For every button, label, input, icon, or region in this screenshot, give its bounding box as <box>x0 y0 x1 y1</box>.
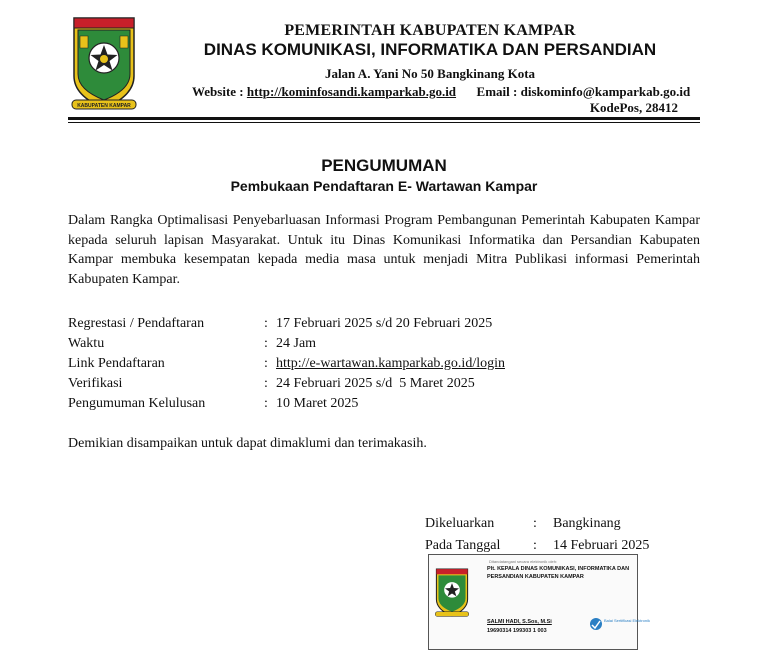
issued-date-label: Pada Tanggal <box>425 538 501 553</box>
schedule-separator: : <box>264 356 268 371</box>
schedule-label: Regrestasi / Pendaftaran <box>68 316 205 331</box>
signatory-name: SALMI HADI, S.Sos, M.Si <box>487 619 552 625</box>
schedule-table <box>68 314 505 414</box>
kampar-regency-logo-small <box>433 567 471 619</box>
schedule-row-time <box>68 334 505 354</box>
schedule-row-result <box>68 394 505 414</box>
schedule-label: Pengumuman Kelulusan <box>68 396 206 411</box>
issued-place: Bangkinang <box>553 516 621 531</box>
signatory-role: Plt. KEPALA DINAS KOMUNIKASI, INFORMATIKA DAN PERSANDIAN KABUPATEN KAMPAR <box>487 566 630 580</box>
schedule-separator: : <box>264 336 268 351</box>
schedule-separator: : <box>264 376 268 391</box>
announcement-title: PENGUMUMAN <box>321 156 447 175</box>
schedule-label: Verifikasi <box>68 376 123 391</box>
logo-label: KABUPATEN KAMPAR <box>77 103 131 109</box>
issued-place-label: Dikeluarkan <box>425 516 495 531</box>
issued-place-separator: : <box>533 516 537 531</box>
issuance-block <box>425 513 649 557</box>
letterhead-divider-thick <box>68 117 700 120</box>
schedule-separator: : <box>264 396 268 411</box>
closing-statement: Demikian disampaikan untuk dapat dimaklumi dan terimakasih. <box>68 436 427 451</box>
schedule-value: 24 Februari 2025 s/d 5 Maret 2025 <box>276 376 475 391</box>
schedule-value: 24 Jam <box>276 336 317 351</box>
bsre-badge-icon <box>589 613 651 635</box>
letterhead-divider-thin <box>68 122 700 123</box>
schedule-label: Waktu <box>68 336 105 351</box>
signature-note: Ditandatangani secara elektronik oleh: <box>489 559 558 564</box>
schedule-row-verification <box>68 374 505 394</box>
electronic-signature-box <box>428 554 651 650</box>
signatory-nip: 19690314 199303 1 003 <box>487 628 547 634</box>
schedule-label: Link Pendaftaran <box>68 356 165 371</box>
badge-label: Balai Sertifikasi Elektronik <box>604 618 651 623</box>
agency-name: DINAS KOMUNIKASI, INFORMATIKA DAN PERSANDIAN <box>203 40 657 59</box>
announcement-body: Dalam Rangka Optimalisasi Penyebarluasan Informasi Program Pembangunan Pemerintah Kabupaten Kampar kepada seluruh lapisan Masyarakat. Untuk itu Dinas Komunikasi Informatika dan Persandian Kabupaten Kampar membuka kesempatan kepada media masa untuk menjadi Mitra Publikasi informasi Pemerintah Kabupaten Kampar. <box>68 213 700 287</box>
schedule-row-link <box>68 354 505 374</box>
issued-date-separator: : <box>533 538 537 553</box>
schedule-value: 17 Februari 2025 s/d 20 Februari 2025 <box>276 316 493 331</box>
website-label: Website : <box>192 84 244 99</box>
contact-line <box>192 84 690 100</box>
schedule-separator: : <box>264 316 268 331</box>
postal-code: KodePos, 28412 <box>589 100 678 115</box>
agency-address: Jalan A. Yani No 50 Bangkinang Kota <box>324 66 536 81</box>
announcement-subtitle: Pembukaan Pendaftaran E- Wartawan Kampar <box>230 178 538 194</box>
website-link[interactable]: http://kominfosandi.kamparkab.go.id <box>246 84 457 99</box>
issued-date: 14 Februari 2025 <box>553 538 650 553</box>
kampar-regency-logo <box>68 14 140 114</box>
email-label: Email : <box>476 84 518 99</box>
email-address[interactable]: diskominfo@kamparkab.go.id <box>520 84 691 99</box>
schedule-row-registration <box>68 314 505 334</box>
schedule-value: 10 Maret 2025 <box>276 396 359 411</box>
issued-place-row <box>425 513 649 535</box>
registration-link[interactable]: http://e-wartawan.kamparkab.go.id/login <box>276 356 505 371</box>
government-name: PEMERINTAH KABUPATEN KAMPAR <box>284 22 576 39</box>
